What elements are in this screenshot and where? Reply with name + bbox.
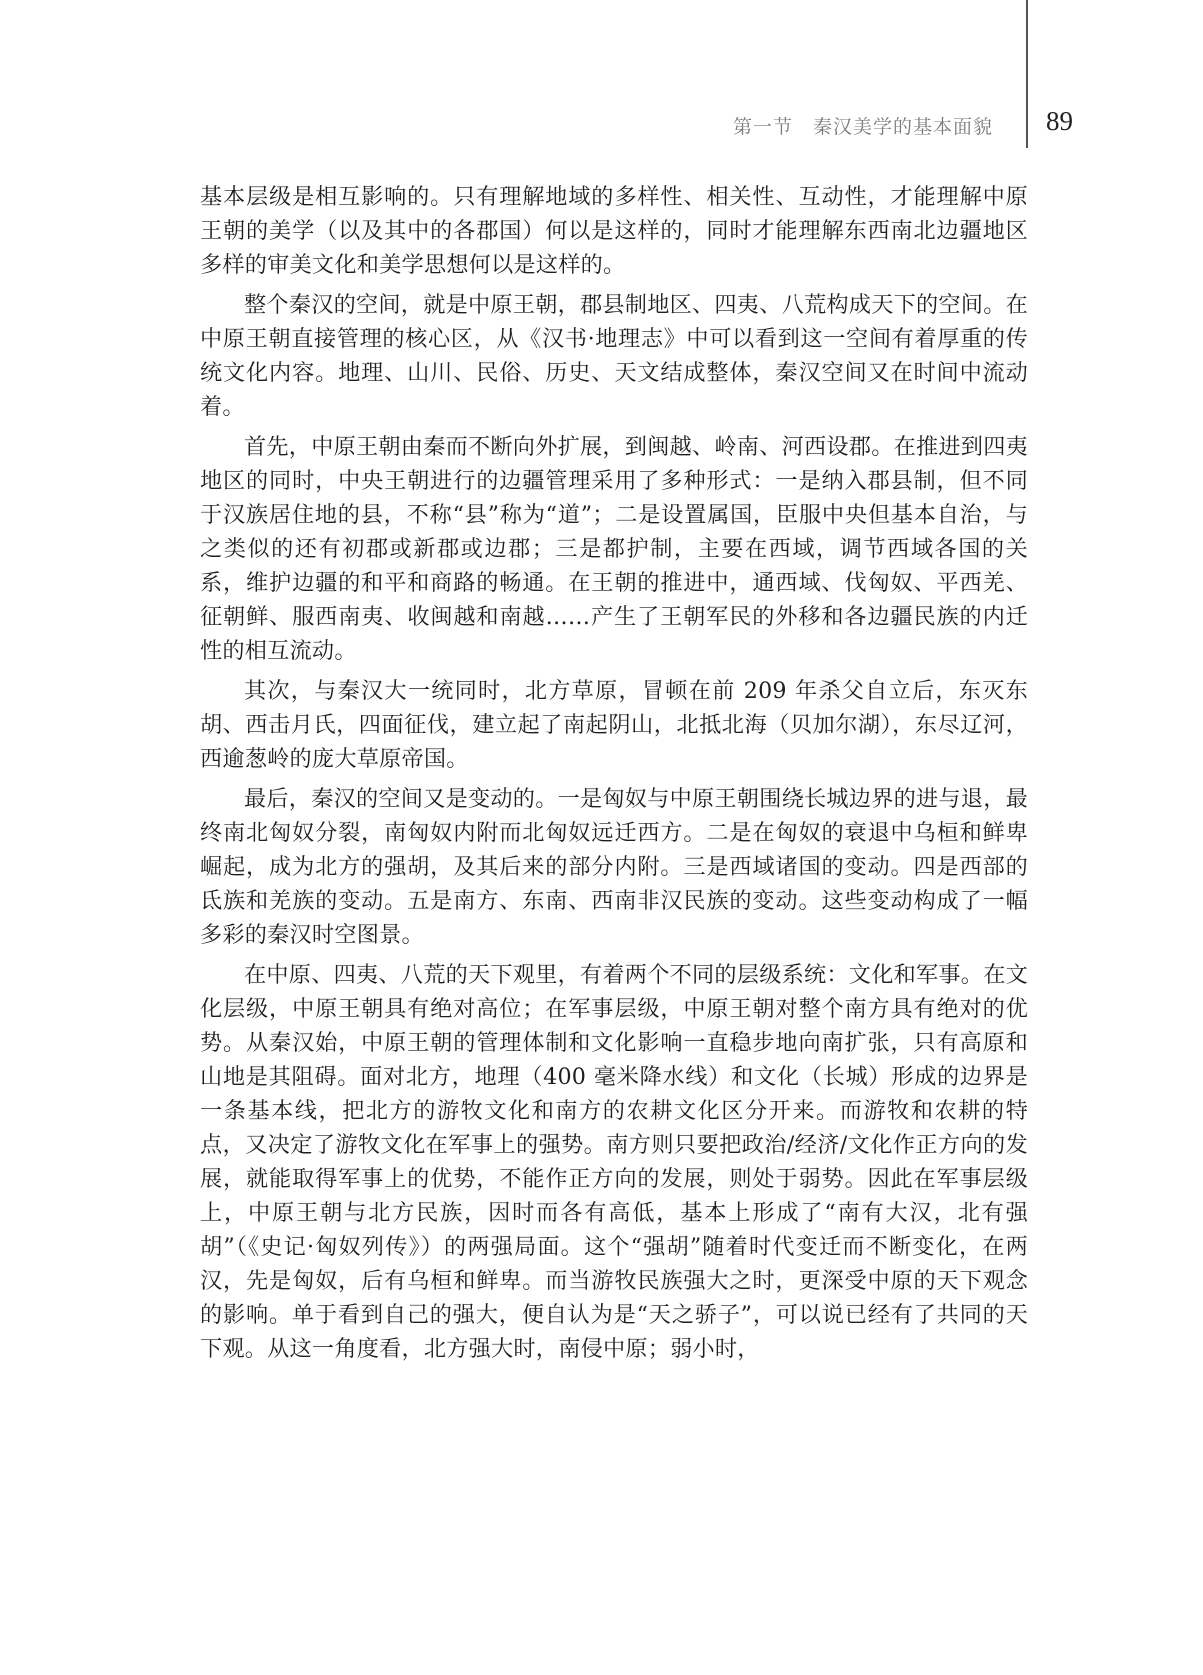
paragraph: 其次，与秦汉大一统同时，北方草原，冒顿在前 209 年杀父自立后，东灭东胡、西击月氏，四面征伐，建立起了南起阴山，北抵北海（贝加尔湖），东尽辽河，西逾葱岭的庞大草原帝国。 — [200, 678, 1028, 772]
paragraph: 整个秦汉的空间，就是中原王朝，郡县制地区、四夷、八荒构成天下的空间。在中原王朝直接管理的核心区，从《汉书·地理志》中可以看到这一空间有着厚重的传统文化内容。地理、山川、民俗、历史、天文结成整体，秦汉空间又在时间中流动着。 — [200, 292, 1028, 420]
running-header-section-title: 第一节 秦汉美学的基本面貌 — [732, 116, 993, 138]
paragraph: 最后，秦汉的空间又是变动的。一是匈奴与中原王朝围绕长城边界的进与退，最终南北匈奴分裂，南匈奴内附而北匈奴远迁西方。二是在匈奴的衰退中乌桓和鲜卑崛起，成为北方的强胡，及其后来的部分内附。三是西域诸国的变动。四是西部的氐族和羌族的变动。五是南方、东南、西南非汉民族的变动。这些变动构成了一幅多彩的秦汉时空图景。 — [200, 786, 1028, 948]
paragraph: 首先，中原王朝由秦而不断向外扩展，到闽越、岭南、河西设郡。在推进到四夷地区的同时，中央王朝进行的边疆管理采用了多种形式：一是纳入郡县制，但不同于汉族居住地的县，不称“县”称为“道”；二是设置属国，臣服中央但基本自治，与之类似的还有初郡或新郡或边郡；三是都护制，主要在西域，调节西域各国的关系，维护边疆的和平和商路的畅通。在王朝的推进中，通西域、伐匈奴、平西羌、征朝鲜、服西南夷、收闽越和南越……产生了王朝军民的外移和各边疆民族的内迁性的相互流动。 — [200, 434, 1028, 664]
paragraph-continued: 基本层级是相互影响的。只有理解地域的多样性、相关性、互动性，才能理解中原王朝的美学（以及其中的各郡国）何以是这样的，同时才能理解东西南北边疆地区多样的审美文化和美学思想何以是这样的。 — [200, 184, 1028, 278]
header-divider — [1026, 0, 1028, 148]
body-text — [200, 180, 1028, 1366]
paragraph: 在中原、四夷、八荒的天下观里，有着两个不同的层级系统：文化和军事。在文化层级，中原王朝具有绝对高位；在军事层级，中原王朝对整个南方具有绝对的优势。从秦汉始，中原王朝的管理体制和文化影响一直稳步地向南扩张，只有高原和山地是其阻碍。面对北方，地理（400 毫米降水线）和文化（长城）形成的边界是一条基本线，把北方的游牧文化和南方的农耕文化区分开来。而游牧和农耕的特点，又决定了游牧文化在军事上的强势。南方则只要把政治/经济/文化作正方向的发展，就能取得军事上的优势，不能作正方向的发展，则处于弱势。因此在军事层级上，中原王朝与北方民族，因时而各有高低，基本上形成了“南有大汉，北有强胡”（《史记·匈奴列传》）的两强局面。这个“强胡”随着时代变迁而不断变化，在两汉，先是匈奴，后有乌桓和鲜卑。而当游牧民族强大之时，更深受中原的天下观念的影响。单于看到自己的强大，便自认为是“天之骄子”，可以说已经有了共同的天下观。从这一角度看，北方强大时，南侵中原；弱小时， — [200, 962, 1028, 1362]
page-number: 89 — [1046, 106, 1073, 136]
